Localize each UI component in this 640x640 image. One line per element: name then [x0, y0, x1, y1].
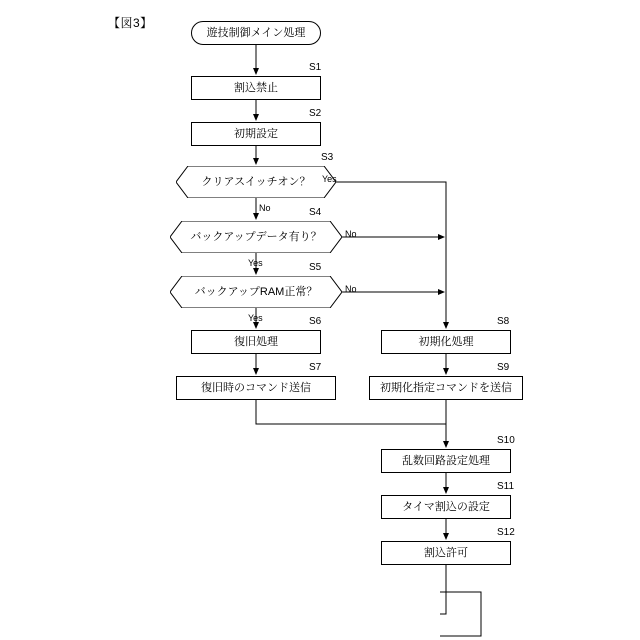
step-label-s6: S6 — [309, 316, 322, 327]
figure-label: 【図3】 — [108, 16, 153, 30]
node-s12-label: 割込許可 — [424, 546, 468, 559]
node-s3-label: クリアスイッチオン？ — [201, 175, 311, 188]
step-label-s9: S9 — [497, 362, 510, 373]
node-s6 — [191, 330, 321, 354]
step-label-s10: S10 — [497, 435, 515, 446]
node-s5-label: バックアップRAM正常？ — [194, 285, 318, 298]
node-s11-label: タイマ割込の設定 — [402, 500, 490, 513]
node-start — [191, 21, 321, 45]
node-s7 — [176, 376, 336, 400]
node-s1 — [191, 76, 321, 100]
node-s7-label: 復旧時のコマンド送信 — [201, 381, 311, 394]
step-label-s11: S11 — [497, 481, 515, 492]
step-label-s12: S12 — [497, 527, 515, 538]
edge-label-s3-no: No — [259, 203, 271, 213]
edge-label-s3-yes: Yes — [322, 174, 337, 184]
node-s12 — [381, 541, 511, 565]
step-label-s3: S3 — [321, 152, 334, 163]
node-s6-label: 復旧処理 — [234, 335, 278, 348]
node-s9-label: 初期化指定コマンドを送信 — [380, 381, 512, 394]
node-s10-label: 乱数回路設定処理 — [402, 454, 490, 467]
node-s9 — [369, 376, 523, 400]
node-start-label: 遊技制御メイン処理 — [206, 26, 306, 39]
node-s5 — [170, 276, 342, 308]
node-s2-label: 初期設定 — [234, 127, 278, 140]
step-label-s8: S8 — [497, 316, 510, 327]
edge-label-s4-no: No — [345, 229, 357, 239]
step-label-s5: S5 — [309, 262, 322, 273]
node-s10 — [381, 449, 511, 473]
node-s1-label: 割込禁止 — [234, 81, 278, 94]
edge-label-s5-yes: Yes — [248, 313, 263, 323]
node-s2 — [191, 122, 321, 146]
step-label-s2: S2 — [309, 108, 322, 119]
node-s11 — [381, 495, 511, 519]
step-label-s1: S1 — [309, 62, 322, 73]
node-s4 — [170, 221, 342, 253]
node-s4-label: バックアップデータ有り？ — [190, 230, 322, 243]
node-s8 — [381, 330, 511, 354]
node-s8-label: 初期化処理 — [418, 335, 474, 348]
node-s3 — [176, 166, 336, 198]
edge-label-s5-no: No — [345, 284, 357, 294]
step-label-s7: S7 — [309, 362, 322, 373]
step-label-s4: S4 — [309, 207, 322, 218]
edge-label-s4-yes: Yes — [248, 258, 263, 268]
